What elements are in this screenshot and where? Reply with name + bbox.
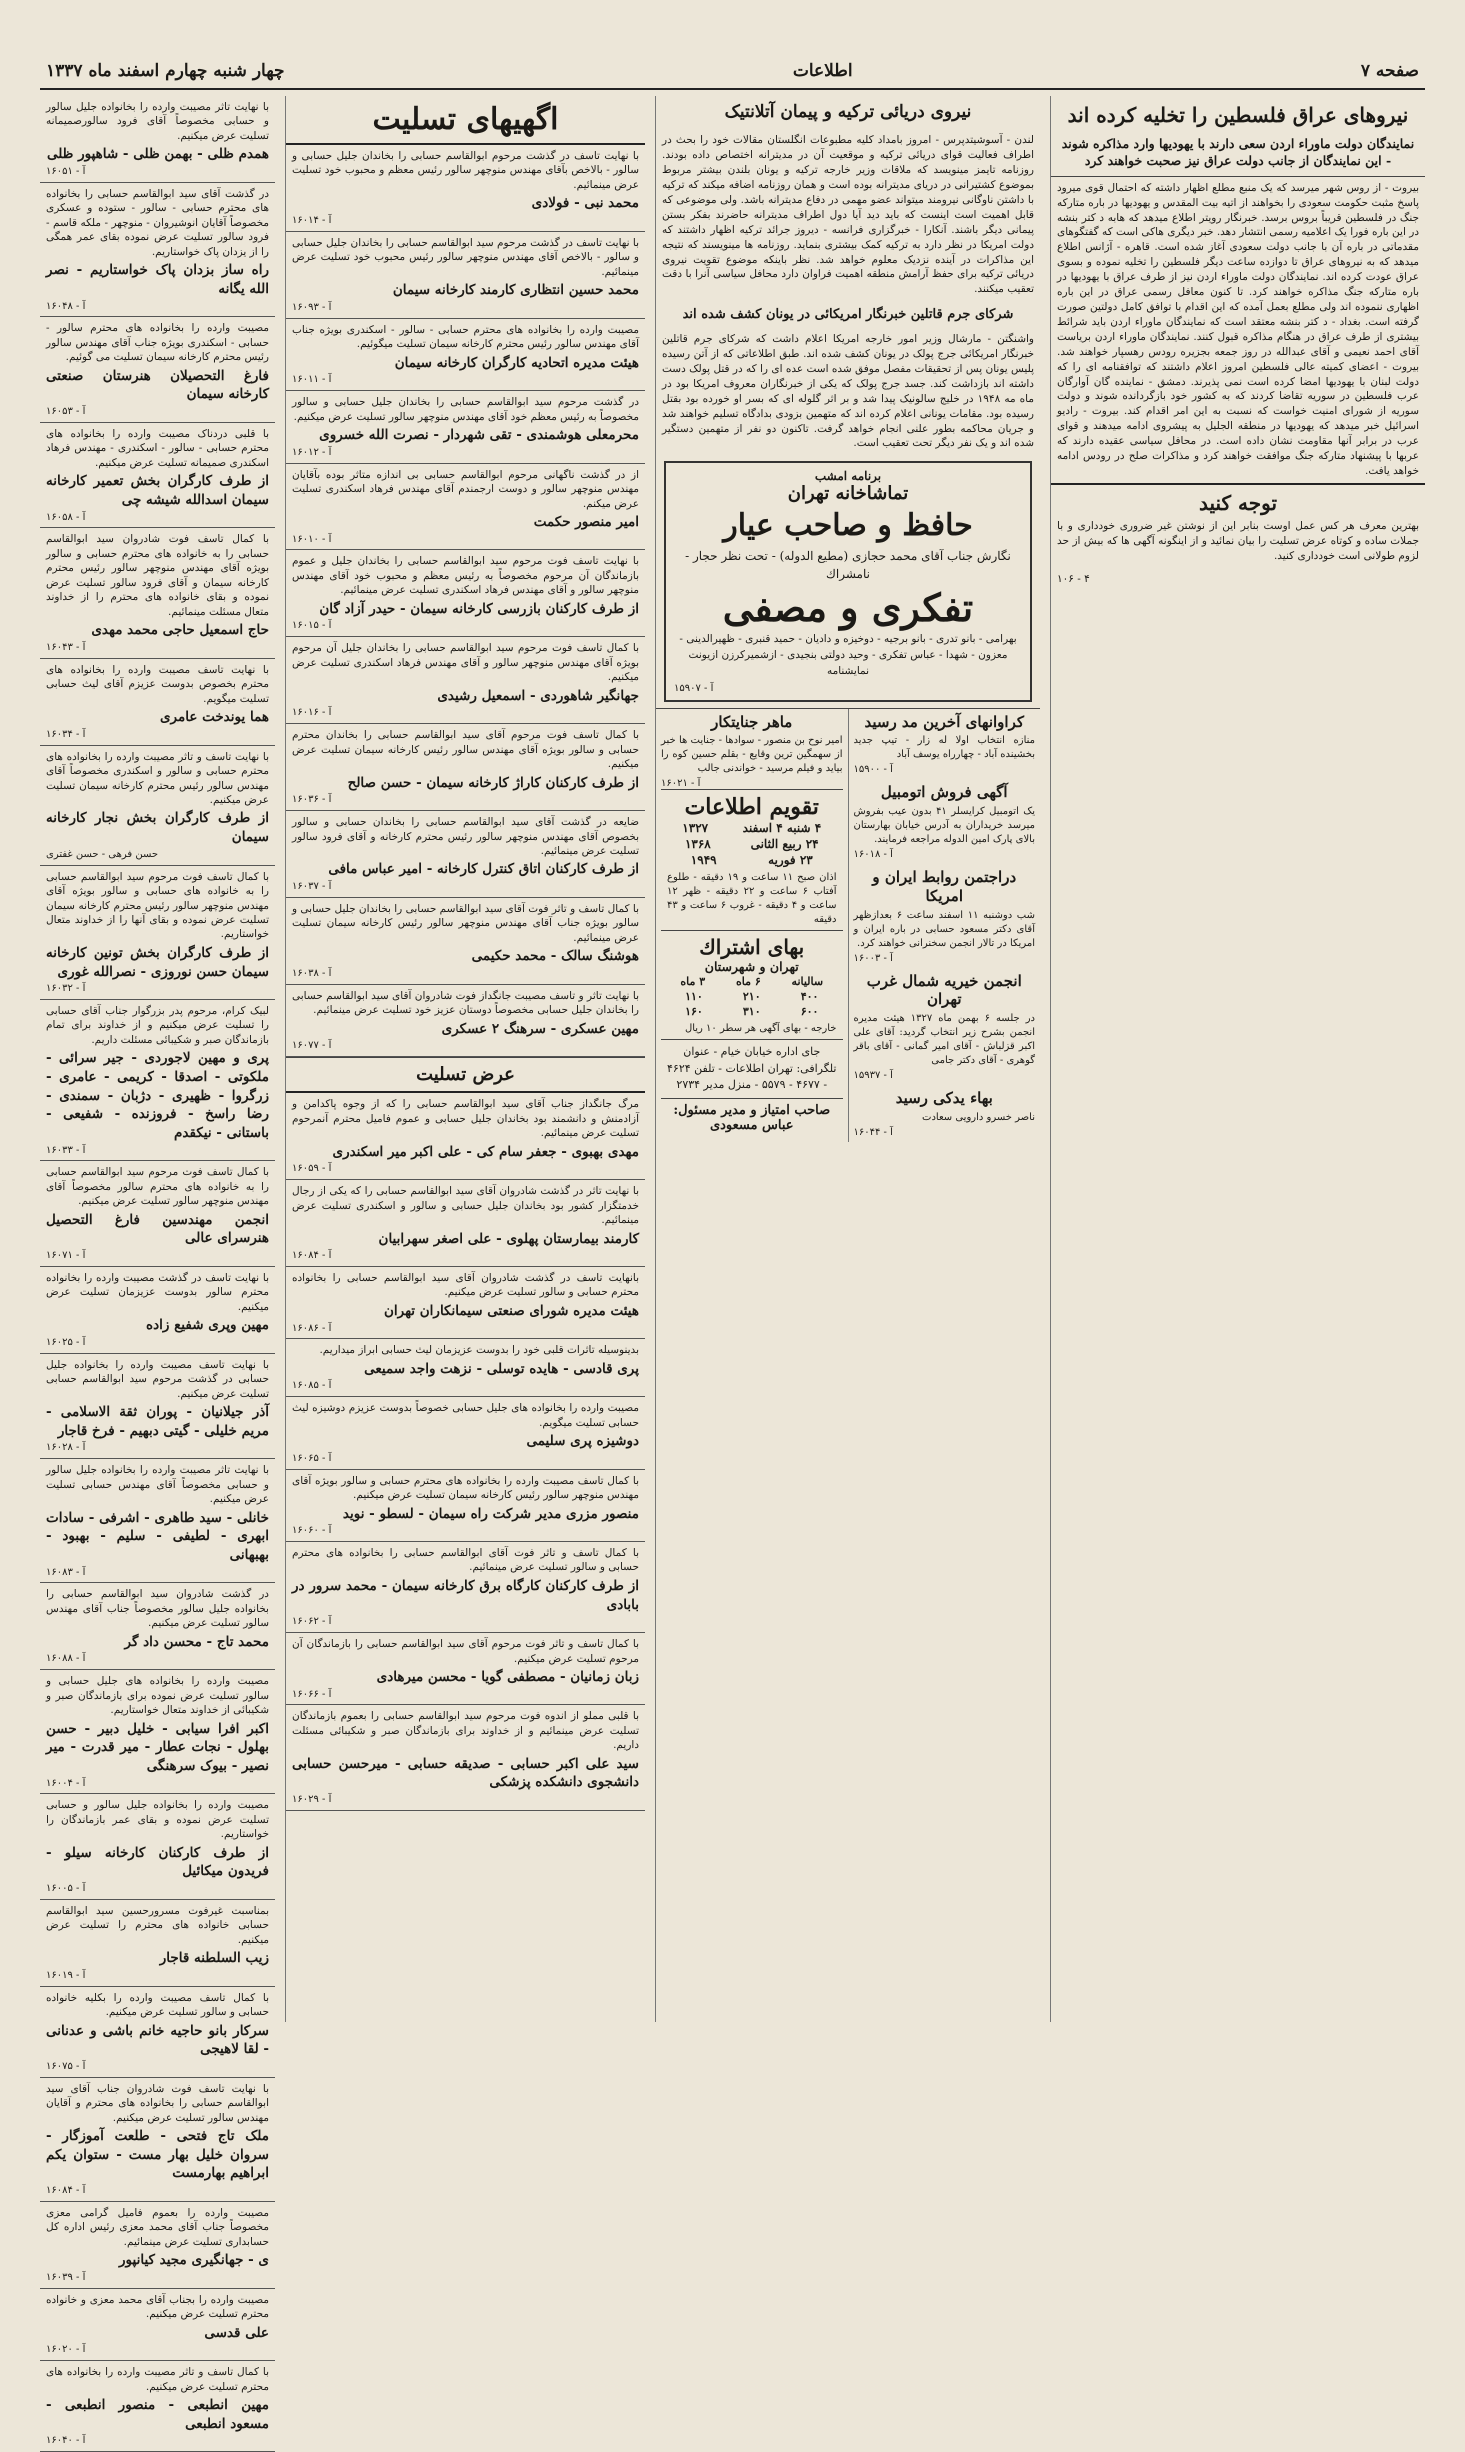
condolence-notice bbox=[286, 1180, 645, 1267]
notice-text: با نهایت تاسف در گذشت مصیبت وارده را بخانواده محترم سالور بدوست عزیزمان تسلیت عرض میکنیم. bbox=[46, 1271, 269, 1313]
notice-signatories: پری و مهین لاجوردی - جیر سرائی - ملکوتی - اصدقا - کریمی - عامری - زرگروا - ظهیری - دژبان - سمندی - رضا راسخ - فروزنده - شفیعی - باستانی - نیکقدم bbox=[46, 1050, 269, 1141]
small-ad-code: آ - ۱۶۰۲۱ bbox=[661, 778, 701, 790]
notice-code: آ - ۱۶۰۳۹ bbox=[46, 2271, 86, 2283]
condolence-notice bbox=[40, 1267, 275, 1354]
condolence-notice bbox=[286, 1542, 645, 1633]
notice-signatories: سید علی اکبر حسابی - صدیقه حسابی - میرحسن حسابی دانشجوی دانشکده پزشکی bbox=[292, 1755, 639, 1791]
notice-code: آ - ۱۶۰۸۸ bbox=[46, 1653, 86, 1665]
page-number: صفحه ۷ bbox=[1360, 61, 1419, 81]
small-ad-body: در جلسه ۶ بهمن ماه ۱۳۲۷ هیئت مدیره انجمن بشرح زیر انتخاب گردید: آقای علی اکبر قزلباش - آقای امیر گمانی - آقای باقر گوهری - آقای دکتر جامی bbox=[853, 1013, 1035, 1067]
condolence-notice bbox=[286, 637, 645, 724]
condolence-notice bbox=[40, 866, 275, 1000]
condolence-notice bbox=[40, 2361, 275, 2452]
notice-text: مرگ جانگداز جناب آقای سید ابوالقاسم حسابی را که از وجوه پاکدامن و آزادمنش و دانشمند بود بخاندان جلیل حسابی و عموم فامیل محترم آنمرحوم تسلیت عرض مینمائیم. bbox=[292, 1098, 639, 1140]
calendar-row: ۴ شنبه ۴ اسفند ۱۳۲۷ bbox=[682, 821, 822, 836]
condolence-notice bbox=[40, 746, 275, 866]
notice-signatories: دوشیزه پری سلیمی bbox=[526, 1433, 639, 1450]
subscription-subtitle: تهران و شهرستان bbox=[704, 959, 799, 975]
notice-code: آ - ۱۶۰۶۶ bbox=[292, 1688, 332, 1700]
condolences-column bbox=[40, 96, 275, 2447]
news-body: بیروت - از روس شهر میرسد که یک منبع مطلع اظهار داشته که احتمال قوی میرود پاسخ مثبت حکومت سعودی را بخواهند از اتیه بیت المقدس و یهودیها در باره متارکه جنگ در فلسطین قریباً بروس برسد. خبرنگار رویتر اطلاع میدهد که هابه د کتر بنشه در این باره فورا یک اعلامیه رسمی انتشار دهد. خبر دیگری هاکی است که گفتگوهای مقدماتی در باره آن با جانب دولت سعودی آغاز شده است. قاهره - آژانس اطلاع میدهد که به نیروهای عراق تا دوازده ساعت دیگر فلسطین را تخلیه نموده و بسوی عراق عودت کرده اند. نمایندگان دولت ماوراء اردن نیز از طرف عراق با یهودیها در باره متارکه جنگ مذاکره خواهند کرد. تا کنون معافل رسمی عراق در این باره اظهاری ننموده اند ولی مطلع بعمل آمده که این اقدام با توافق کامل دولتین صورت گرفته است. بغداد - د کتر بنشه معتقد است که نمایندگان ماوراء اردن باید شرائط بیشتری از طرف عراق در هنگام مذاکره قبول کنند. نمایندگان ماوراء اردن بریاست آقای احمد نعیمی و آقای عبدالله در روز جمعه بجزیره رودس رهسپار خواهند شد. بیروت - اعضای کمیته عالی فلسطین امروز اعلام داشتند که توافقنامه ای را که دولت لبنان با یهودیها امضا کرده است نمی پذیرند. دمشق - نماینده گان آوارگان عرب فلسطین در سوریه تقاضا کردند که به کشور خود بازگردانده شوند و دولت سوریه از شورای امنیت خواست که نسبت به این امر اقدام کند. بیروت - رادیو اسرائیل خبر میدهد که یهودیها در منطقه الجلیل به پیشروی ادامه میدهند و قوای عرب در برابر آنها مقاومت نشان داده است. در محافل سیاسی عقیده دارند که عربها با پیشنهاد متارکه جنگ موافقت خواهند کرد و مذاکرات صلح در رودس ادامه خواهد یافت. bbox=[1057, 181, 1419, 477]
notice-signatories: محرمعلی هوشمندی - تقی شهردار - نصرت الله خسروی bbox=[319, 427, 639, 444]
notice-signatories: هیئت مدیره اتحادیه کارگران کارخانه سیمان bbox=[394, 354, 639, 371]
notice-code: آ - ۱۶۰۵۹ bbox=[292, 1163, 332, 1175]
notice-code: آ - ۱۶۰۱۹ bbox=[46, 1969, 86, 1981]
notice-text: مصیبت وارده را بخانواده های جلیل حسابی و سالور تسلیت عرض نموده برای بازماندگان صبر و شکیبائی از خداوند متعال خواستاریم. bbox=[46, 1675, 269, 1717]
small-ad-code: آ - ۱۶۰۴۴ bbox=[853, 1126, 893, 1138]
notice-signatories: محمد تاج - محسن داد گر bbox=[124, 1633, 269, 1650]
notice-text: با کمال تاسف فوت مرحوم سید ابوالقاسم حسابی را به خانواده های محترم سالور مخصوصاً آقای مهندس منوچهر سالور تسلیت عرض میکنیم. bbox=[46, 1166, 269, 1208]
notice-text: مصیبت وارده را بخانواده های محترم سالور - حسابی - اسکندری بویژه جناب آقای مهندس سالور رئیس محترم کارخانه سیمان تسلیت می گوئیم. bbox=[46, 322, 269, 364]
condolence-notice bbox=[40, 1670, 275, 1794]
notice-signatories: آذر جیلانیان - پوران ثقة الاسلامی - مریم خلیلی - گیتی دبهیم - فرخ قاجار bbox=[46, 1404, 269, 1439]
news-subheadline: نمایندگان دولت ماوراء اردن سعی دارند با یهودیها وارد مذاکره شوند - این نمایندگان از جانب دولت عراق نیز صحبت خواهند کرد bbox=[1051, 134, 1425, 177]
notice-code: آ - ۱۶۰۲۹ bbox=[292, 1794, 332, 1806]
small-ad-code: آ - ۱۵۹۰۰ bbox=[853, 764, 893, 776]
notice-signatories: از طرف کارکنان بازرسی کارخانه سیمان - حیدر آزاد گان bbox=[319, 600, 639, 617]
notice-signatories: منصور مزری مدیر شرکت راه سیمان - لسطو - نوید bbox=[342, 1505, 639, 1522]
condolence-notice bbox=[40, 1459, 275, 1583]
notice-text: ضایعه در گذشت آقای سید ابوالقاسم حسابی را بخاندان حسابی و سالور بخصوص آقای مهندس منوچهر سالور رئیس محترم کارخانه و آقای فرود سالور تسلیت عرض مینمائیم. bbox=[292, 816, 639, 857]
obituaries-list bbox=[286, 145, 645, 1057]
notice-signatories: هیئت مدیره شورای صنعتی سیمانکاران تهران bbox=[383, 1302, 639, 1319]
notice-text: با نهایت تاثر در گذشت شادروان آقای سید ابوالقاسم حسابی را که یکی از رجال خدمتگزار کشور بود بخاندان جلیل حسابی و سالور و اسکندری تسلیت عرض مینمائیم. bbox=[292, 1185, 639, 1227]
condolence-notice bbox=[40, 2289, 275, 2361]
notice-signatories: مهین عسکری - سرهنگ ۲ عسکری bbox=[441, 1020, 639, 1037]
notice-code: آ - ۱۶۰۰۵ bbox=[46, 1883, 86, 1895]
theater-ad bbox=[664, 461, 1032, 701]
calendar-title: تقویم اطلاعات bbox=[661, 789, 843, 820]
notice-box-code: ۱۰۶ - ۴ bbox=[1057, 572, 1090, 585]
small-ad-body: شب دوشنبه ۱۱ اسفند ساعت ۶ بعدازظهر آقای دکتر مسعود حسابی در باره ایران و امریکا در تالار انجمن سخنرانی خواهند کرد. bbox=[853, 909, 1035, 949]
notice-text: با نهایت تاثر و تاسف مصیبت جانگداز فوت شادروان آقای سید ابوالقاسم حسابی را بخاندان جلیل حسابی مخصوصاً دوستان عزیز خود تسلیت عرض مینمائیم. bbox=[292, 989, 639, 1017]
condolence-notice bbox=[286, 550, 645, 637]
notice-code: آ - ۱۶۰۶۰ bbox=[292, 1525, 332, 1537]
small-ad-body: یک اتومبیل کرایسلر ۴۱ بدون عیب بفروش میرسد خریداران به آدرس خیابان بهارستان بالای پارک امین الدوله مراجعه فرمایند. bbox=[853, 806, 1035, 846]
condolence-notice bbox=[40, 1000, 275, 1161]
condolence-notice bbox=[40, 2202, 275, 2289]
news-column bbox=[1050, 96, 1425, 2022]
subscription-note: خارجه - بهای آگهی هر سطر ۱۰ ریال bbox=[684, 1023, 837, 1035]
middle-news-column bbox=[655, 96, 1040, 2022]
condolence-notice bbox=[40, 1794, 275, 1900]
notice-code: آ - ۱۶۰۰۴ bbox=[46, 1777, 86, 1789]
condolence-notice bbox=[40, 1583, 275, 1670]
notice-text: مصیبت وارده را بخانواده های جلیل حسابی خصوصاً بدوست عزیزم دوشیزه لیث حسابی تسلیت میگویم. bbox=[292, 1402, 639, 1429]
notice-signatories: انجمن مهندسین فارغ التحصیل هنرسرای عالی bbox=[46, 1211, 269, 1247]
notice-code: آ - ۱۶۰۸۶ bbox=[292, 1322, 332, 1334]
small-ad-title: آگهی فروش اتومبیل bbox=[880, 783, 1008, 802]
notice-text: مصیبت وارده را بعموم فامیل گرامی معزی مخصوصاً جناب آقای محمد معزی رئیس اداره کل حسابداری تسلیت عرض مینمائیم. bbox=[46, 2206, 269, 2248]
notice-signatories: محمد نبی - فولادی bbox=[531, 195, 639, 212]
notice-text: از در گذشت ناگهانی مرحوم ابوالقاسم حسابی بی اندازه متاثر بوده بآقایان مهندس منوچهر سالور و دوست ارجمندم آقای مهندس فرهاد اسکندری تسلیت عرض میکنم. bbox=[292, 468, 639, 510]
condolence-notice bbox=[40, 659, 275, 746]
notice-signatories: سرکار بانو حاجیه خانم باشی و عدنانی - لقا لاهیجی bbox=[46, 2022, 269, 2058]
obituaries-column bbox=[285, 96, 645, 2022]
subscription-row: ۴۰۰ ۲۱۰ ۱۱۰ bbox=[685, 990, 819, 1004]
notice-text: مصیبت وارده را بخانواده های محترم حسابی - سالور - اسکندری بویژه جناب آقای مهندس سالور رئیس محترم کارخانه سیمان تسلیت میگوئیم. bbox=[292, 323, 639, 351]
notice-code: آ - ۱۶۰۳۸ bbox=[292, 967, 332, 979]
notice-text: بمناسبت غیرفوت مسرورحسین سید ابوالقاسم حسابی خانواده های محترم را تسلیت عرض میکنیم. bbox=[46, 1904, 269, 1946]
condolence-notice bbox=[286, 1267, 645, 1339]
notice-text: با کمال تاسف مصیبت وارده را بکلیه خانواده حسابی و سالور تسلیت عرض میکنیم. bbox=[46, 1991, 269, 2019]
small-ad-title: کراوانهای آخرین مد رسید bbox=[864, 712, 1024, 731]
notice-code: آ - ۱۶۰۸۵ bbox=[292, 1380, 332, 1392]
notice-signatories: از طرف کارکنان کارگاه برق کارخانه سیمان - محمد سرور در بابادی bbox=[292, 1577, 639, 1613]
notice-text: بانهایت تاسف در گذشت شادروان آقای سید ابوالقاسم حسابی را بخانواده محترم حسابی و سالور تسلیت عرض میکنیم. bbox=[292, 1271, 639, 1299]
notice-code: آ - ۱۶۰۳۶ bbox=[292, 794, 332, 806]
condolence-notice bbox=[286, 391, 645, 463]
notice-text: لبیک کرام، مرحوم پدر بزرگوار جناب آقای حسابی را تسلیت عرض میکنیم و از خداوند برای تمام بازماندگان صبر و شکیبائی مسئلت داریم. bbox=[46, 1005, 269, 1046]
notice-signatories: ملک تاج فتحی - طلعت آموزگار - سروان خلیل بهار مست - ستوان یکم ابراهیم بهارمست bbox=[46, 2128, 269, 2182]
notice-code: آ - ۱۶۰۷۵ bbox=[46, 2060, 86, 2072]
subscription-row: سالیانه ۶ ماه ۳ ماه bbox=[680, 975, 824, 989]
notice-text: در گذشت شادروان سید ابوالقاسم حسابی را بخانواده جلیل سالور مخصوصاً جناب آقای مهندس سالور تسلیت عرض میکنیم. bbox=[46, 1588, 269, 1630]
article-greece-headline: شرکای جرم قاتلین خبرنگار امریکائی در یونان کشف شده اند bbox=[682, 307, 1014, 323]
notice-code: آ - ۱۶۰۱۱ bbox=[292, 374, 332, 386]
condolence-notice bbox=[40, 1354, 275, 1460]
condolence-notice bbox=[40, 2078, 275, 2202]
notice-signatories: هوشنگ سالک - محمد حکیمی bbox=[471, 948, 639, 965]
notice-code: آ - ۱۶۰۱۵ bbox=[292, 620, 332, 632]
notice-text: بدینوسیله تاثرات قلبی خود را بدوست عزیزمان لیث حسابی ابراز میداریم. bbox=[319, 1344, 639, 1357]
notice-code: آ - ۱۶۰۶۵ bbox=[292, 1452, 332, 1464]
notice-signatories: زبان زمانیان - مصطفی گویا - محسن میرهادی bbox=[376, 1668, 639, 1685]
notice-text: با نهایت تاثر مصیبت وارده را بخانواده جلیل سالور و حسابی مخصوصاً آقای مهندس حسابی تسلیت عرض میکنیم. bbox=[46, 1464, 269, 1506]
notice-signatories: راه ساز بزدان پاک خواستاریم - نصر الله یگانه bbox=[46, 262, 269, 297]
small-ad-title: انجمن خیریه شمال غرب تهران bbox=[866, 971, 1022, 1009]
notice-text: با نهایت تاسف فوت مرحوم سید ابوالقاسم حسابی را بخاندان جلیل و عموم بازماندگان آن مرحوم مخصوصاً به رئیس معظم و محبوب خود آقای مهندس منوچهر سالور و آقای مهندس فرهاد اسکندری تسلیت عرض مینمائیم. bbox=[292, 555, 639, 597]
notice-code: آ - ۱۶۰۶۲ bbox=[292, 1616, 332, 1628]
notice-signatories: از طرف کارگران بخش تونین کارخانه سیمان حسن نوروزی - نصرالله غوری bbox=[46, 944, 269, 980]
notice-text: با کمال تاسف مصیبت وارده را بخانواده های محترم حسابی و سالور بویژه آقای مهندس منوچهر سالور رئیس کارخانه سیمان تسلیت عرض میکنیم. bbox=[292, 1474, 639, 1502]
theater-second-title: تفکری و مصفی bbox=[722, 585, 974, 631]
notice-signatories: ی - جهانگیری مجید کیانپور bbox=[119, 2252, 269, 2269]
notice-signatories: مهین وپری شفیع زاده bbox=[146, 1317, 269, 1334]
condolence-notice bbox=[40, 183, 275, 317]
notice-text: با کمال تاسف فوت شادروان سید ابوالقاسم حسابی را به خانواده های محترم حسابی و سالور بویژه آقای مهندس منوچهر سالور رئیس محترم کارخانه سیمان و آقای فرود سالور تسلیت عرض نموده و بقای خانواده های محترم را از خداوند متعال مسئلت مینمائیم. bbox=[46, 533, 269, 618]
notice-text: با نهایت تاسف و تاثر مصیبت وارده را بخانواده های محترم حسابی و سالور و اسکندری مخصوصاً آقای مهندس سالور رئیس محترم کارخانه سیمان تسلیت عرض میکنیم. bbox=[46, 750, 269, 806]
notice-signatories: مهدی بهبوی - جعفر سام کی - علی اکبر میر اسکندری bbox=[332, 1143, 639, 1160]
condolence-notice bbox=[286, 464, 645, 551]
notice-text: در گذشت آقای سید ابوالقاسم حسابی را بخانواده های محترم حسابی - سالور - ستوده و عسکری مخصوصاً آقایان انوشیروان - منوچهر - ملکه قاسم - فرود سالور تسلیت عرض نموده بقای عمر همگی را از یزدان پاک خواستاریم. bbox=[46, 187, 269, 258]
notice-code: آ - ۱۶۰۹۳ bbox=[292, 301, 332, 313]
small-ads-row bbox=[656, 708, 1040, 1142]
notice-code: آ - ۱۶۰۴۳ bbox=[46, 641, 86, 653]
publisher-signature: صاحب امتیاز و مدیر مسئول: عباس مسعودی bbox=[661, 1098, 843, 1137]
condolence-notice bbox=[40, 1900, 275, 1987]
notice-signatories: از طرف کارگران بخش نجار کارخانه سیمان bbox=[46, 810, 269, 846]
notice-signatories: خانلی - سید طاهری - اشرفی - سادات ابهری - لطیفی - سلیم - بهبود - بهبهانی bbox=[46, 1509, 269, 1563]
notice-code: آ - ۱۶۰۸۳ bbox=[46, 1566, 86, 1578]
notice-text: با کمال تاسف و تاثر مصیبت وارده را بخانواده های محترم تسلیت عرض میکنیم. bbox=[46, 2366, 269, 2393]
theater-cast: بهرامی - بانو تدری - بانو برجیه - دوخیزه و دادیان - حمید قنبری - ظهیرالدینی - معزون - شهدا - عباس تفکری - وحید دولتی بنجیدی - ازشمیرکرزن ازیونت نمایشنامه bbox=[679, 633, 1017, 677]
notice-code: آ - ۱۶۰۳۲ bbox=[46, 983, 86, 995]
condolence-notice bbox=[286, 1705, 645, 1811]
small-ad-code: آ - ۱۶۰۱۸ bbox=[853, 849, 893, 861]
notice-code: آ - ۱۶۰۵۸ bbox=[46, 511, 86, 523]
notice-text: با کمال تاسف و تاثر فوت آقای سید ابوالقاسم حسابی را بخاندان جلیل حسابی و سالور بویژه جناب آقای مهندس منوچهر سالور رئیس کارخانه سیمان تسلیت عرض مینمائیم. bbox=[292, 902, 639, 944]
article-greece-body: واشنگتن - مارشال وزیر امور خارجه امریکا اعلام داشت که شرکای جرم قاتلین خبرنگار امریکائی جرج پولک در یونان کشف شده اند. طبق اطلاعاتی که از آتن رسیده پلیس یونان پس از تحقیقات مفصل موفق شده است عده ای را که در قتل پولک دست داشته اند بازداشت کند. جسد جرج پولک که یکی از خبرنگاران معروف امریکا بود در ماه مه ۱۹۴۸ در خلیج سالونیک پیدا شد و بر اثر گلوله ای که بسر او خورده بود بقتل رسیده بود. مقامات یونانی اعلام کرده اند که متهمین بزودی بدادگاه تسلیم خواهند شد و جریان محاکمه بطور علنی انجام خواهد گرفت. تاکنون دو نفر از متهمین دستگیر شده اند و یک نفر دیگر تحت تعقیب است. bbox=[662, 333, 1034, 450]
news-headline: نیروهای عراق فلسطین را تخلیه کرده اند bbox=[1067, 103, 1409, 127]
notice-text: با کمال تاسف فوت مرحوم سید ابوالقاسم حسابی را بخاندان جلیل آن مرحوم بویژه آقای مهندس منوچهر سالور و آقای مهندس فرهاد اسکندری تسلیت عرض میکنیم. bbox=[292, 642, 639, 684]
small-ad-code: آ - ۱۵۹۳۷ bbox=[853, 1070, 893, 1082]
condolence-notice bbox=[286, 1397, 645, 1469]
condolence-notice bbox=[40, 423, 275, 529]
notice-text: با کمال تاسف فوت مرحوم سید ابوالقاسم حسابی را به خانواده های حسابی و سالور بویژه آقای مهندس منوچهر سالور رئیس محترم کارخانه سیمان تسلیت عرض نموده و بقای آنها را از خداوند متعال خواستاریم. bbox=[46, 870, 269, 941]
small-ad-title: ماهر جنایتکار bbox=[711, 712, 793, 731]
small-ad-title: دراجتمن روابط ایران و امریکا bbox=[872, 868, 1017, 905]
condolence-notice bbox=[40, 317, 275, 423]
theater-credits: نگارش جناب آقای محمد حجازی (مطیع الدوله) - تحت نظر حجار - نامشراك bbox=[685, 549, 1011, 582]
notice-code: آ - ۱۶۰۱۰ bbox=[292, 533, 332, 545]
notice-code: آ - ۱۶۰۵۱ bbox=[46, 166, 86, 178]
condolence-notice bbox=[286, 811, 645, 898]
notice-code: آ - ۱۶۰۳۷ bbox=[292, 881, 332, 893]
article-turkey-body: لندن - آسوشیتدپرس - امروز بامداد کلیه مطبوعات انگلستان مقالات خود را بحث در اطراف فعالیت قوای دریائی ترکیه و موقعیت آن در مدیترانه اختصاص داده بودند. روزنامه تایمز مینویسد که ملاقات وزیر خارجه ترکیه و یونان بلندن بیشتر مربوط بموضوع کشتیرانی در دریای مدیترانه بوده است و همان روزنامه اضافه میکند که ترکیه با داشتن ناوگانی نیرومند میتواند عضو مهمی در دفاع مدیترانه باشد. ولی موضوعی که قابل اهمیت است اینست که باید دید آیا دول اطراف مدیترانه حاضرند بفکر بستن پیمانی دیگر باشند. آنکارا - خبرگزاری فرانسه - دیروز جرائد ترکیه اظهار داشتند که دولت امریکا در نظر دارد به ترکیه کمک بیشتری بنماید. روزنامه ها مینویسند که نتیجه این مذاکرات در آینده نزدیک معلوم خواهد شد. نظر باینکه موضوع تقویت نیروی دریائی ترکیه برای حفظ آرامش منطقه اهمیت فراوان دارد محافل سیاسی آنرا با دقت تعقیب میکنند. bbox=[662, 134, 1034, 296]
condolences-list bbox=[40, 96, 275, 2452]
notice-code: حسن فرهی - حسن غفتری bbox=[46, 848, 159, 860]
notice-text: در گذشت مرحوم سید ابوالقاسم حسابی را بخاندان جلیل حسابی و سالور مخصوصاً به رئیس معظم خود آقای مهندس منوچهر سالور تسلیت عرض میکنیم. bbox=[292, 396, 639, 423]
notice-text: با قلبی مملو از اندوه فوت مرحوم سید ابوالقاسم حسابی را بعموم بازماندگان تسلیت عرض مینمائیم و از خداوند برای بازماندگان صبر و شکیبائی مسئلت داریم. bbox=[292, 1710, 639, 1752]
condolence-notice bbox=[286, 145, 645, 232]
notice-code: آ - ۱۶۰۲۵ bbox=[46, 1336, 86, 1348]
theater-code: آ - ۱۵۹۰۷ bbox=[674, 682, 714, 694]
notice-signatories: جهانگیر شاهوردی - اسمعیل رشیدی bbox=[437, 687, 639, 704]
notice-code: آ - ۱۶۰۱۶ bbox=[292, 707, 332, 719]
condolence-notice bbox=[286, 1093, 645, 1180]
small-ad-body: امیر نوح بن منصور - سوادها - جنایت ها خبر از سهمگین ترین وقایع - بقلم حسین کوه را بیاید و فیلم مرسید - خواندنی جالب bbox=[661, 735, 843, 775]
notice-signatories: فارغ التحصیلان هنرستان صنعتی کارخانه سیمان bbox=[46, 367, 269, 403]
condolence-notice bbox=[286, 319, 645, 391]
notice-code: آ - ۱۶۰۳۴ bbox=[46, 728, 86, 740]
notice-text: با قلبی دردناک مصیبت وارده را بخانواده های محترم حسابی - سالور - اسکندری - مهندس فرهاد اسکندری صمیمانه تسلیت عرض میکنیم. bbox=[46, 427, 269, 469]
publisher-info: جای اداره خیابان خیام - عنوان تلگرافی: تهران اطلاعات - تلفن ۴۶۲۴ - ۴۶۷۷ - ۵۵۷۹ - منزل مدیر ۲۷۳۴ bbox=[661, 1039, 843, 1098]
notice-signatories: از طرف کارکنان کارخانه سیلو - فریدون میکائیل bbox=[46, 1844, 269, 1880]
notice-signatories: علی قدسی bbox=[204, 2324, 269, 2341]
condolence-notice bbox=[286, 724, 645, 811]
notice-code: آ - ۱۶۰۸۴ bbox=[46, 2185, 86, 2197]
theater-program-label: برنامه امشب bbox=[814, 469, 882, 484]
condolence-notice bbox=[286, 898, 645, 985]
notice-box-title: توجه کنید bbox=[1051, 483, 1425, 515]
condolence-notice bbox=[286, 1339, 645, 1397]
notice-code: آ - ۱۶۰۲۸ bbox=[46, 1442, 86, 1454]
theater-play-title: حافظ و صاحب عیار bbox=[723, 508, 973, 544]
notice-signatories: اکبر افرا سیابی - خلیل دبیر - حسن بهلول - نجات عطار - میر قدرت - میر نصیر - بیوک سرهنگی bbox=[46, 1720, 269, 1774]
calendar-note: اذان صبح ۱۱ ساعت و ۱۹ دقیقه - طلوع آفتاب ۶ ساعت و ۲۲ دقیقه - ظهر ۱۲ ساعت و ۴ دقیقه - غروب ۶ ساعت و ۴۳ دقیقه bbox=[667, 872, 837, 926]
condolence-notice bbox=[286, 985, 645, 1057]
page-header bbox=[40, 54, 1425, 90]
notice-signatories: کارمند بیمارستان پهلوی - علی اصغر سهرابیان bbox=[378, 1230, 639, 1247]
subscription-row: ۶۰۰ ۳۱۰ ۱۶۰ bbox=[685, 1005, 819, 1019]
notice-text: با نهایت تاسف در گذشت مرحوم ابوالقاسم حسابی را بخاندان جلیل حسابی و سالور - بالاخص بآقای مهندس منوچهر سالور رئیس معظم و محبوب خود تسلیت عرض مینمائیم. bbox=[292, 150, 639, 191]
notice-text: با کمال تاسف فوت مرحوم آقای سید ابوالقاسم حسابی را بخاندان محترم حسابی و سالور بویژه آقای مهندس سالور رئیس کارخانه سیمان تسلیت عرض میکنیم. bbox=[292, 729, 639, 771]
theater-venue: تماشاخانه تهران bbox=[787, 483, 909, 505]
notice-signatories: پری قادسی - هایده توسلی - نزهت واجد سمیعی bbox=[364, 1360, 639, 1377]
subscription-title: بهای اشتراك bbox=[661, 930, 843, 959]
calendar-row: ۲۴ ربیع الثانی ۱۳۶۸ bbox=[684, 837, 819, 852]
calendar-row: ۲۳ فوریه ۱۹۴۹ bbox=[690, 853, 813, 868]
condolence-notice bbox=[286, 1633, 645, 1705]
notice-code: آ - ۱۶۰۳۳ bbox=[46, 1144, 86, 1156]
notice-text: با نهایت تاثر مصیبت وارده را بخانواده جلیل سالور و حسابی مخصوصاً آقای فرود سالورصمیمانه تسلیت عرض میکنیم. bbox=[46, 101, 269, 142]
notice-code: آ - ۱۶۰۵۳ bbox=[46, 406, 86, 418]
small-ad-body: ناصر خسرو دارویی سعادت bbox=[922, 1111, 1035, 1123]
notice-text: مصیبت وارده را بجناب آقای محمد معزی و خانواده محترم تسلیت عرض میکنیم. bbox=[46, 2293, 269, 2321]
small-ad-body: منازه انتخاب اولا له زار - تیپ جدید بخشینده آباد - چهارراه یوسف آباد bbox=[853, 735, 1035, 761]
notice-code: آ - ۱۶۰۷۱ bbox=[46, 1250, 86, 1262]
notice-text: با کمال تاسف و تاثر فوت آقای ابوالقاسم حسابی را بخانواده های محترم حسابی و سالور تسلیت عرض مینمائیم. bbox=[292, 1547, 639, 1574]
notice-signatories: از طرف کارگران بخش تعمیر کارخانه سیمان اسدالله شیشه چی bbox=[46, 473, 269, 508]
small-ad-code: آ - ۱۶۰۰۳ bbox=[853, 952, 893, 964]
condolence-notice bbox=[40, 528, 275, 658]
notice-signatories: مهین انطبعی - منصور انطبعی - مسعود انطبعی bbox=[46, 2397, 269, 2432]
condolence-notice bbox=[286, 1470, 645, 1542]
notice-code: آ - ۱۶۰۴۸ bbox=[46, 300, 86, 312]
notice-signatories: حاج اسمعیل حاجی محمد مهدی bbox=[91, 622, 269, 639]
obituaries-title: اگهیهای تسلیت bbox=[286, 96, 645, 145]
notice-code: آ - ۱۶۰۱۴ bbox=[292, 215, 332, 227]
notice-signatories: زیب السلطنه قاجار bbox=[159, 1950, 269, 1967]
notice-code: آ - ۱۶۰۷۷ bbox=[292, 1040, 332, 1052]
notice-signatories: امیر منصور حکمت bbox=[533, 513, 639, 530]
notice-code: آ - ۱۶۰۴۰ bbox=[46, 2435, 86, 2447]
notice-signatories: همدم ظلی - بهمن ظلی - شاهپور ظلی bbox=[46, 146, 269, 163]
condolence-notice bbox=[40, 96, 275, 183]
small-ad-title: بهاء یدکی رسید bbox=[895, 1089, 993, 1108]
notice-box-body: بهترین معرف هر کس عمل اوست بنابر این از نوشتن غیر ضروری خودداری و با جملات ساده و کوتاه عرض تسلیت را بیان نمائید و از اینگونه آگهی ها که بیش از حد لزوم طولانی است خودداری کنید. bbox=[1057, 519, 1419, 562]
condolence-notice bbox=[40, 1161, 275, 1267]
obituaries-list-2 bbox=[286, 1093, 645, 1811]
issue-date: چهار شنبه چهارم اسفند ماه ۱۳۳۷ bbox=[46, 61, 285, 81]
notice-text: با نهایت تاسف فوت شادروان جناب آقای سید ابوالقاسم حسابی را بخانواده های محترم و آقایان مهندس سالور تسلیت عرض میکنیم. bbox=[46, 2082, 269, 2124]
notice-code: آ - ۱۶۰۸۴ bbox=[292, 1250, 332, 1262]
notice-code: آ - ۱۶۰۱۲ bbox=[292, 446, 332, 458]
article-turkey-headline: نیروی دریائی ترکیه و پیمان آتلانتیک bbox=[724, 102, 972, 122]
condolence-notice bbox=[40, 1987, 275, 2078]
obituaries-subtitle: عرض تسلیت bbox=[286, 1057, 645, 1093]
notice-text: با نهایت تاسف مصیبت وارده را بخانواده جلیل حسابی در گذشت مرحوم سید ابوالقاسم حسابی تسلیت عرض میکنیم. bbox=[46, 1358, 269, 1400]
notice-text: با نهایت تاسف در گذشت مرحوم سید ابوالقاسم حسابی را بخاندان جلیل حسابی و سالور - بالاخص آقای مهندس منوچهر سالور رئیس محبوب خود تسلیت عرض مینمائیم. bbox=[291, 236, 639, 278]
notice-text: با کمال تاسف و تاثر فوت مرحوم آقای سید ابوالقاسم حسابی را بازماندگان آن مرحوم تسلیت عرض میکنیم. bbox=[292, 1638, 639, 1665]
notice-signatories: محمد حسین انتظاری کارمند کارخانه سیمان bbox=[392, 282, 639, 299]
paper-name: اطلاعات bbox=[792, 61, 853, 81]
notice-signatories: از طرف کارکنان کاراژ کارخانه سیمان - حسن صالح bbox=[347, 774, 639, 791]
notice-code: آ - ۱۶۰۲۰ bbox=[46, 2344, 86, 2356]
condolence-notice bbox=[286, 232, 645, 319]
notice-signatories: هما یوندخت عامری bbox=[159, 709, 269, 726]
notice-text: با نهایت تاسف مصیبت وارده را بخانواده های محترم بخصوص بدوست عزیزم آقای لیث حسابی تسلیت میگویم. bbox=[46, 663, 269, 705]
notice-signatories: از طرف کارکنان اتاق کنترل کارخانه - امیر عباس مافی bbox=[328, 861, 639, 878]
notice-text: مصیبت وارده را بخانواده جلیل سالور و حسابی تسلیت عرض نموده و بقای عمر بازماندگان را خواستاریم. bbox=[46, 1799, 269, 1841]
